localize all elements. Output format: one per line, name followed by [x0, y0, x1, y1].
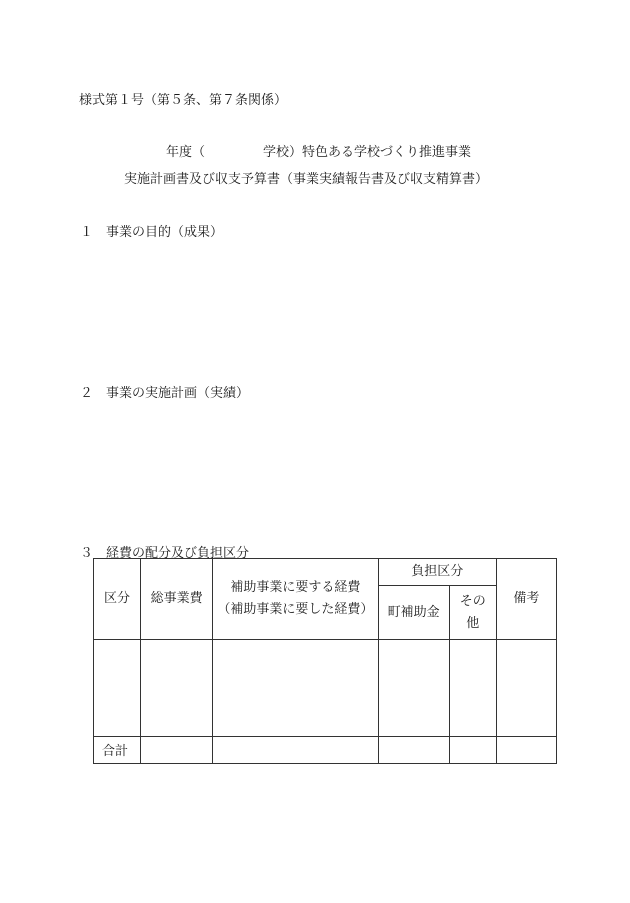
section-heading: 経費の配分及び負担区分 [106, 546, 250, 561]
cell-total-other[interactable] [449, 737, 496, 764]
cell-subsidy-cost[interactable] [213, 640, 378, 737]
header-subsidy-cost-line-2: （補助事業に要した経費） [217, 602, 374, 617]
header-other-line-1: その [459, 593, 486, 609]
header-burden-category: 負担区分 [378, 559, 496, 586]
cell-total-remarks[interactable] [496, 737, 556, 764]
table-header-row [94, 559, 557, 586]
expense-table [93, 558, 557, 764]
header-remarks: 備考 [496, 559, 556, 640]
section-number: ３ [80, 546, 94, 561]
table-row [94, 640, 557, 737]
header-other [449, 586, 496, 640]
cell-town-subsidy[interactable] [378, 640, 449, 737]
table-total-row [94, 737, 557, 764]
title-fiscal-year-label: 年度（ [166, 145, 206, 160]
header-other-line-2: 他 [466, 615, 480, 631]
header-total-cost: 総事業費 [141, 559, 213, 640]
document-title-line-1 [166, 141, 471, 160]
cell-total-total-cost[interactable] [141, 737, 213, 764]
header-category: 区分 [94, 559, 141, 640]
section-heading: 事業の実施計画（実績） [106, 386, 250, 401]
total-label: 合計 [94, 737, 141, 764]
section-purpose [80, 221, 223, 240]
title-project-name: 学校）特色ある学校づくり推進事業 [263, 145, 472, 160]
document-title-line-2: 実施計画書及び収支予算書（事業実績報告書及び収支精算書） [124, 172, 489, 187]
section-heading: 事業の目的（成果） [106, 225, 224, 240]
header-subsidy-cost-line-1: 補助事業に要する経費 [230, 580, 361, 595]
cell-total-town-subsidy[interactable] [378, 737, 449, 764]
cell-other[interactable] [449, 640, 496, 737]
header-town-subsidy: 町補助金 [378, 586, 449, 640]
form-number: 様式第１号（第５条、第７条関係） [79, 93, 288, 108]
section-number: ２ [80, 386, 94, 401]
header-subsidy-cost [213, 559, 378, 640]
section-plan [80, 382, 249, 401]
cell-total-cost[interactable] [141, 640, 213, 737]
section-number: １ [80, 225, 94, 240]
cell-remarks[interactable] [496, 640, 556, 737]
cell-category[interactable] [94, 640, 141, 737]
cell-total-subsidy-cost[interactable] [213, 737, 378, 764]
